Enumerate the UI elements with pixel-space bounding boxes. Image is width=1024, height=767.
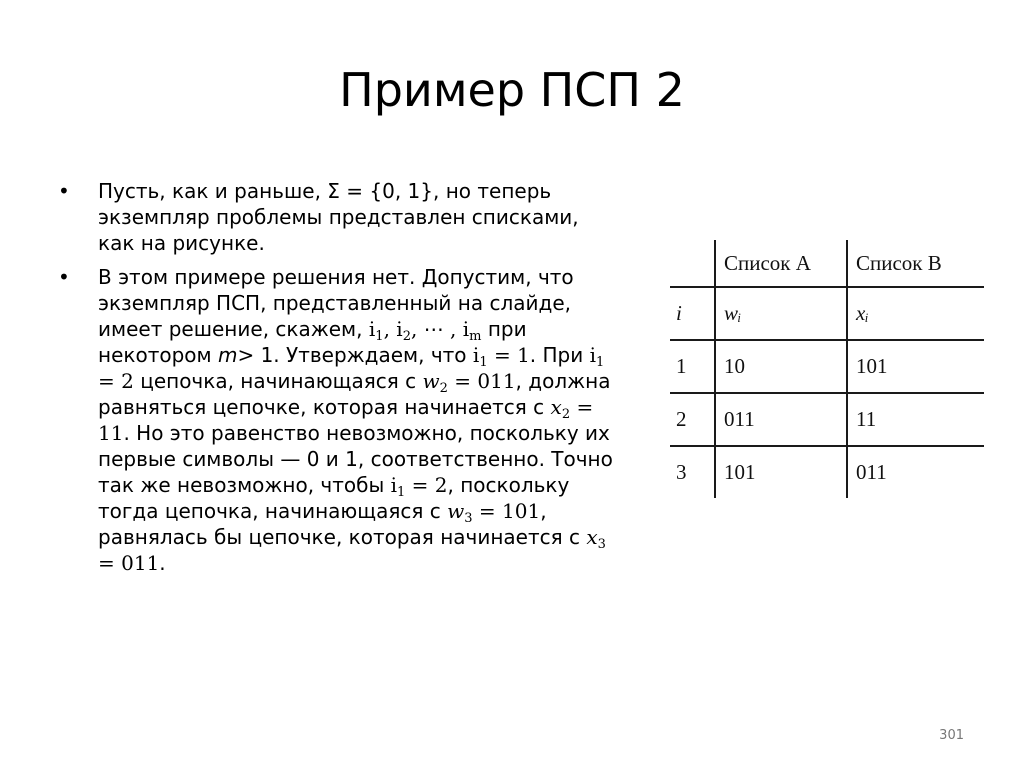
bullet-marker: • [58, 179, 70, 203]
bullet-text: Пусть, как и раньше, Σ = {0, 1}, но теперь экземпляр проблемы представлен списками, как на рисунке. [98, 179, 579, 255]
table-cell: 11 [847, 393, 984, 446]
math-expression: $i_1 = 2$ [98, 343, 605, 393]
table-row [670, 393, 984, 446]
table-cell: 10 [715, 340, 847, 393]
table-cell: 101 [847, 340, 984, 393]
table-row [670, 340, 984, 393]
math-expression: $i_1 = 1$ [472, 343, 530, 370]
table-cell: i [670, 287, 715, 340]
table-cell: 101 [715, 446, 847, 498]
table-row [670, 446, 984, 498]
slide-title: Пример ПСП 2 [339, 63, 685, 117]
psp-instance-table [670, 240, 984, 498]
table-header-cell: Список A [715, 240, 847, 287]
table-cell: xᵢ [847, 287, 984, 340]
table-cell: 011 [847, 446, 984, 498]
math-sequence: $i_1$, $i_2$, ⋯ , $i_m$ [368, 317, 482, 344]
bullet-list [58, 178, 618, 584]
bullet-item [58, 264, 618, 576]
table-subheader-row [670, 287, 984, 340]
math-expression: $i_1 = 2$ [390, 473, 448, 500]
table-cell: wᵢ [715, 287, 847, 340]
table-header-cell: Список B [847, 240, 984, 287]
math-expression: $x_3 = 011$ [98, 525, 606, 575]
page-number: 301 [939, 728, 964, 743]
table-cell: 3 [670, 446, 715, 498]
math-expression: $w_2 = 011$ [422, 369, 516, 396]
table-cell: 2 [670, 393, 715, 446]
bullet-item [58, 178, 618, 256]
table-cell: 1 [670, 340, 715, 393]
table-cell: 011 [715, 393, 847, 446]
math-expression: $x_2 = 11$ [98, 395, 594, 445]
table-header-row [670, 240, 984, 287]
table-cell [670, 240, 715, 287]
bullet-marker: • [58, 265, 70, 289]
math-expression: $w_3 = 101$ [447, 499, 541, 526]
bullet-text: В этом примере решения нет. Допустим, что экземпляр ПСП, представленный на слайде, имеет решение, скажем, $i_1$, $i_2$, ⋯ , $i_m$ при некотором m> 1. Утверждаем, что $i_1 = 1$. При $i_1 = 2$ цепочка, начинающаяся с $w_2 = 011$, должна равняться цепочке, которая начинается с $x_2 = 11$. Но это равенство невозможно, поскольку их первые символы — 0 и 1, соответственно. Точно так же невозможно, чтобы $i_1 = 2$, поскольку тогда цепочка, начинающаяся с $w_3 = 101$, равнялась бы цепочке, которая начинается с $x_3 = 011$. [98, 265, 613, 575]
